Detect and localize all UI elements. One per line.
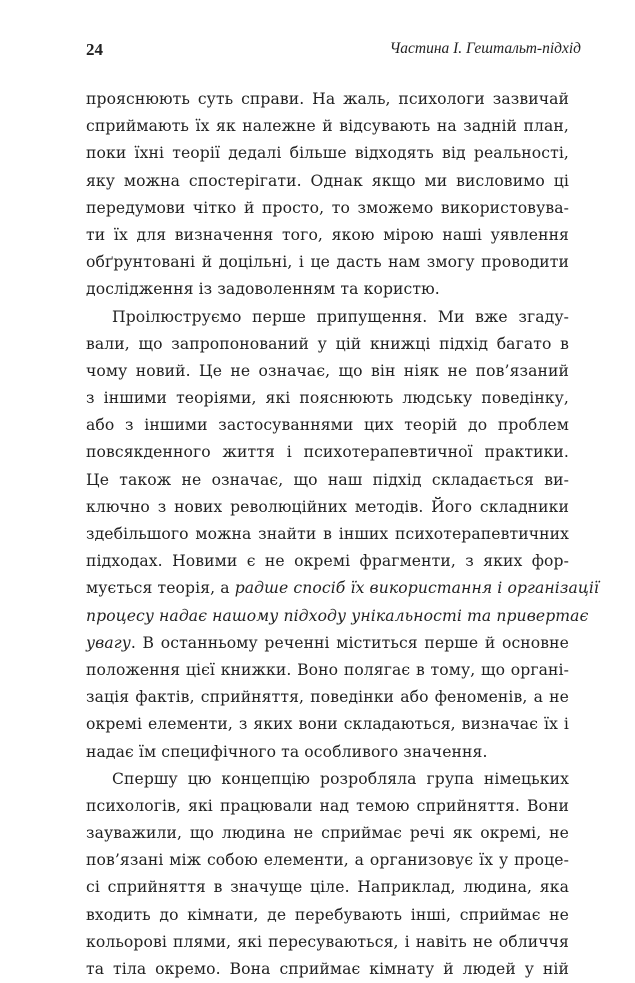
text-line — [86, 494, 569, 521]
text-line — [86, 575, 600, 602]
text-line — [86, 86, 569, 113]
line-text: психологів, які працювали над темою сприйняття. Вони — [86, 796, 569, 815]
line-text: вали, що запропонований у цій книжці підхід багато в — [86, 334, 569, 353]
line-text: прояснюють суть справи. На жаль, психологи зазвичай — [86, 90, 569, 108]
text-line — [86, 902, 569, 929]
text-line — [86, 548, 569, 575]
line-text: яку можна спостерігати. Однак якщо ми висловимо ці — [86, 171, 569, 190]
line-text: мується теорія, а — [86, 579, 235, 598]
text-line — [86, 140, 569, 167]
line-text: з іншими теоріями, які пояснюють людську поведінку, — [86, 389, 569, 408]
line-text: підходах. Новими є не окремі фрагменти, з яких фор- — [86, 552, 569, 571]
line-text: сприймають їх як належне й відсувають на задній план, — [86, 117, 569, 136]
line-emphasis: процесу надає нашому підходу унікальності та привертає — [86, 606, 589, 625]
text-line — [86, 439, 569, 466]
text-line — [86, 820, 569, 847]
text-line — [86, 657, 569, 684]
page-header — [86, 40, 581, 62]
line-text: положення цієї книжки. Воно полягає в тому, що органі- — [86, 660, 569, 679]
text-line — [86, 603, 589, 630]
text-line — [86, 249, 569, 276]
line-text: пов’язані між собою елементи, а организовує їх у проце- — [86, 851, 569, 870]
line-text: сі сприйняття в значуще ціле. Наприклад, людина, яка — [86, 878, 569, 897]
text-line — [86, 331, 569, 358]
text-line — [86, 766, 569, 793]
text-line — [86, 195, 569, 222]
line-text: ключно з нових революційних методів. Його складники — [86, 497, 569, 516]
line-text: поки їхні теорії дедалі більше відходять від реальності, — [86, 144, 569, 163]
text-line — [86, 630, 569, 657]
text-line — [86, 956, 569, 983]
line-text: передумови чітко й просто, то зможемо використовува- — [86, 198, 569, 217]
text-line — [86, 847, 569, 874]
text-line — [86, 521, 569, 548]
text-line — [86, 304, 569, 331]
text-line — [86, 222, 569, 249]
line-text: входить до кімнати, де перебувають інші, сприймає не — [86, 905, 569, 924]
line-text: або з іншими застосуваннями цих теорій до проблем — [86, 416, 569, 435]
line-text: обґрунтовані й доцільні, і це дасть нам змогу проводити — [86, 253, 569, 272]
line-text: зація фактів, сприйняття, поведінки або феноменів, а не — [86, 688, 569, 707]
text-line — [86, 739, 569, 766]
line-text: здебільшого можна знайти в інших психотерапевтичних — [86, 525, 569, 543]
line-text: . В останньому реченні міститься перше й основне — [130, 633, 569, 652]
text-line — [86, 929, 569, 956]
line-emphasis: радше спосіб їх використання і організації — [234, 579, 600, 598]
line-text: ти їх для визначення того, якою мірою наші уявлення — [86, 225, 569, 244]
line-text: зауважили, що людина не сприймає речі як окремі, не — [86, 824, 569, 843]
line-text: чому новий. Це не означає, що він ніяк не пов’язаний — [86, 361, 569, 380]
text-line — [86, 385, 569, 412]
text-line — [86, 684, 569, 711]
running-head: Частина І. Гештальт-підхід — [389, 40, 581, 57]
line-text: кольорові плями, які пересуваються, і навіть не обличчя — [86, 932, 569, 951]
text-line — [86, 467, 569, 494]
line-text: Це також не означає, що наш підхід складається ви- — [86, 470, 569, 489]
line-emphasis: увагу — [86, 633, 131, 652]
page-number: 24 — [86, 40, 103, 59]
text-line — [86, 711, 569, 738]
page-body — [86, 86, 600, 983]
line-text: окремі елементи, з яких вони складаються, визначає їх і — [86, 715, 569, 734]
line-text: Проілюструємо перше припущення. Ми вже згаду- — [112, 307, 569, 326]
text-line — [86, 874, 569, 901]
line-text: дослідження із задоволенням та користю. — [86, 280, 440, 299]
line-text: повсякденного життя і психотерапевтичної практики. — [86, 443, 569, 462]
text-line — [86, 412, 569, 439]
text-line — [86, 276, 569, 303]
line-text: Спершу цю концепцію розробляла група німецьких — [112, 769, 569, 788]
text-line — [86, 358, 569, 385]
line-text: надає їм специфічного та особливого значення. — [86, 742, 488, 761]
text-line — [86, 168, 569, 195]
text-line — [86, 113, 569, 140]
text-line — [86, 793, 569, 820]
line-text: та тіла окремо. Вона сприймає кімнату й людей у ній — [86, 960, 569, 978]
